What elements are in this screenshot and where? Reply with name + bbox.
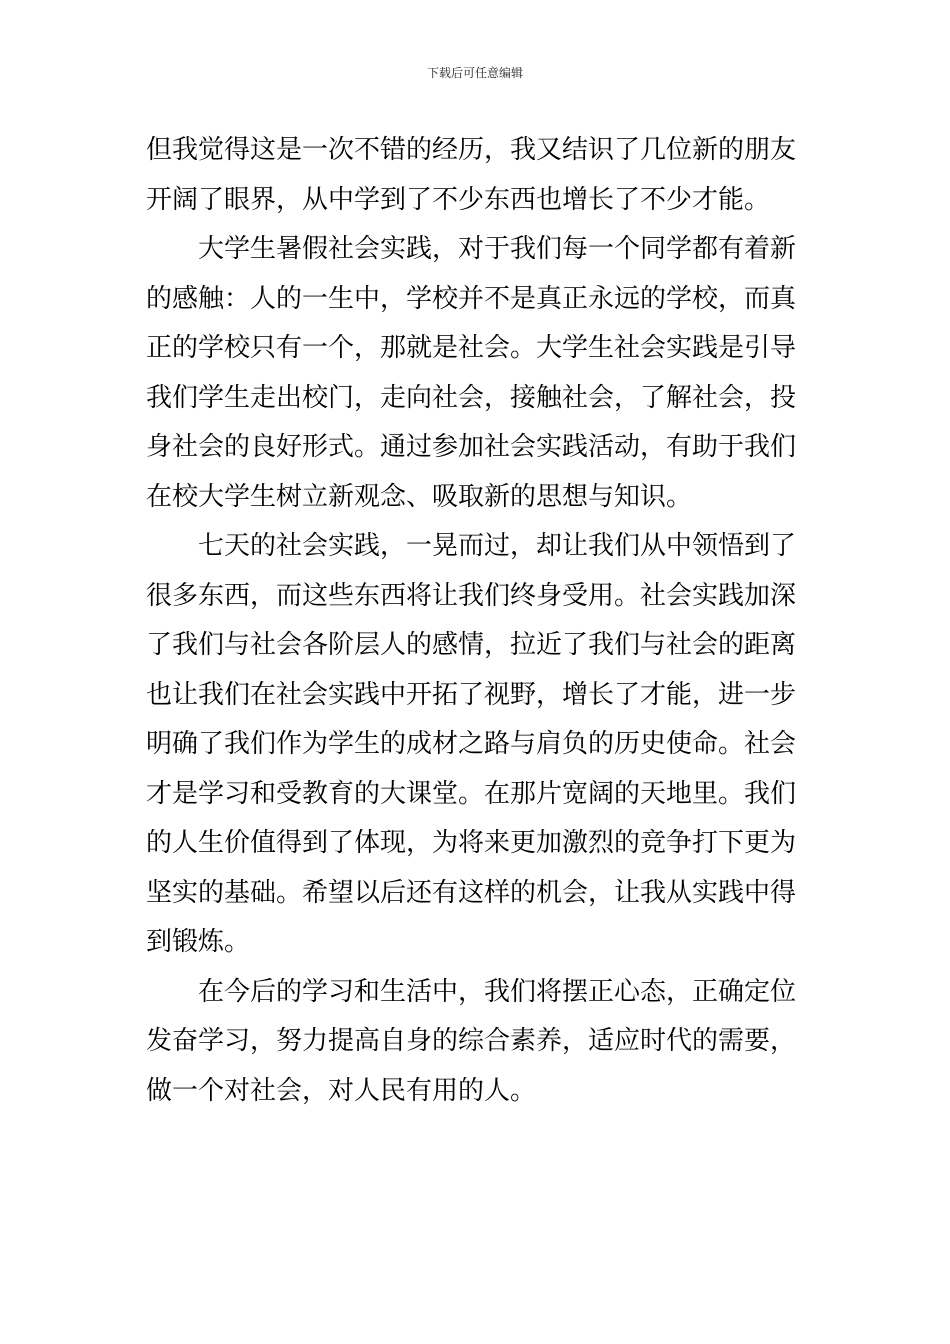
document-body: [146, 126, 810, 1116]
text-line: 七天的社会实践，一晃而过，却让我们从中领悟到了: [146, 531, 797, 561]
text-line: 也让我们在社会实践中开拓了视野，增长了才能，进一步: [146, 679, 797, 710]
page-header: 下载后可任意编辑: [426, 66, 523, 80]
text-line: 正的学校只有一个，那就是社会。大学生社会实践是引导: [146, 333, 797, 363]
text-line: 明确了我们作为学生的成材之路与肩负的历史使命。社会: [146, 729, 797, 759]
text-line: 发奋学习，努力提高自身的综合素养，适应时代的需要，: [146, 1026, 797, 1056]
text-line: 坚实的基础。希望以后还有这样的机会，让我从实践中得: [146, 877, 797, 908]
text-line: 身社会的良好形式。通过参加社会实践活动，有助于我们: [146, 432, 797, 462]
text-line: 很多东西，而这些东西将让我们终身受用。社会实践加深: [146, 580, 797, 611]
text-line: 大学生暑假社会实践，对于我们每一个同学都有着新: [146, 234, 797, 264]
text-line: 到锻炼。: [146, 927, 251, 957]
text-line: 我们学生走出校门，走向社会，接触社会，了解社会，投: [146, 382, 797, 413]
text-line: 在校大学生树立新观念、吸取新的思想与知识。: [146, 481, 693, 512]
paragraph: [146, 522, 810, 968]
text-line: 的感触：人的一生中，学校并不是真正永远的学校，而真: [146, 283, 797, 314]
paragraph: [146, 968, 810, 1117]
text-line: 才是学习和受教育的大课堂。在那片宽阔的天地里。我们: [146, 778, 797, 809]
paragraph: [146, 225, 810, 522]
text-line: 了我们与社会各阶层人的感情，拉近了我们与社会的距离: [146, 630, 797, 660]
text-line: 但我觉得这是一次不错的经历，我又结识了几位新的朋友: [146, 135, 797, 165]
text-line: 的人生价值得到了体现，为将来更加激烈的竞争打下更为: [146, 828, 797, 858]
paragraph: [146, 126, 810, 225]
text-line: 做一个对社会，对人民有用的人。: [146, 1075, 537, 1106]
text-line: 在今后的学习和生活中，我们将摆正心态，正确定位: [146, 976, 797, 1007]
text-line: 开阔了眼界，从中学到了不少东西也增长了不少才能。: [146, 184, 771, 215]
